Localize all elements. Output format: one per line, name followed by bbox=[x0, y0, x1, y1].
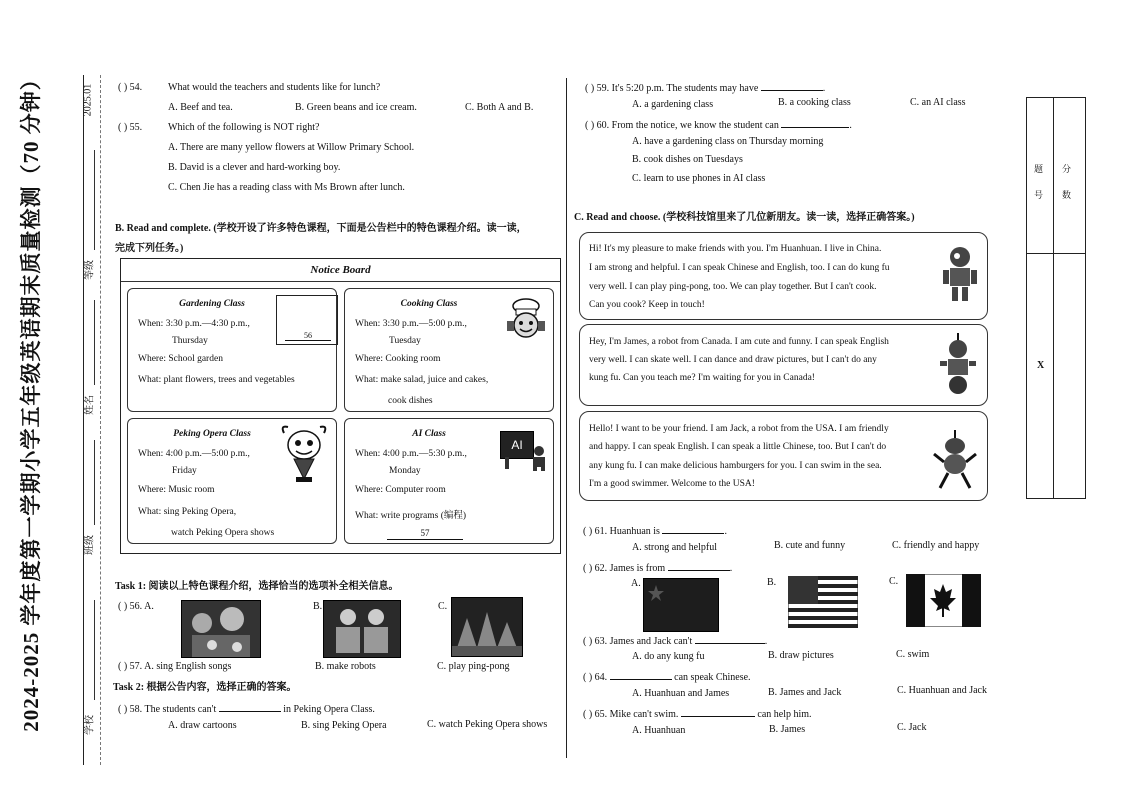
q63-blank[interactable] bbox=[695, 633, 765, 644]
q60-stem bbox=[585, 117, 852, 132]
cooking-day: Tuesday bbox=[389, 336, 421, 346]
q63-option-c[interactable]: C. swim bbox=[896, 649, 930, 660]
q63-tail: . bbox=[764, 636, 768, 647]
huanhuan-robot-icon bbox=[940, 245, 980, 303]
q60-option-a[interactable]: A. have a gardening class on Thursday morning bbox=[632, 136, 824, 147]
jack-line-3: any kung fu. I can make delicious hamburgers for you. I can swim in the sea. bbox=[589, 461, 882, 471]
q54-number: ( ) 54. bbox=[118, 82, 143, 93]
q63-option-a[interactable]: A. do any kung fu bbox=[632, 651, 705, 662]
peking-opera-class-title: Peking Opera Class bbox=[173, 429, 251, 439]
q65-tail: can help him. bbox=[757, 709, 812, 720]
q54-option-b[interactable]: B. Green beans and ice cream. bbox=[295, 102, 417, 113]
huanhuan-line-3: very well. I can play ping-pong, too. We can play together. But I can't cook. bbox=[589, 282, 877, 292]
section-b-instruction: B. Read and complete. (学校开设了许多特色课程，下面是公告栏中的特色课程介绍。读一读， bbox=[115, 223, 527, 234]
q60-tail: . bbox=[849, 120, 852, 131]
james-message bbox=[579, 324, 988, 406]
task-1-instruction: Task 1: 阅读以上特色课程介绍，选择恰当的选项补全相关信息。 bbox=[115, 581, 399, 592]
q60-number: ( ) 60. From the notice, we know the student can bbox=[585, 120, 779, 131]
robot-icon bbox=[529, 445, 549, 471]
blank-56-label: 56 bbox=[285, 331, 331, 341]
q57-option-b[interactable]: B. make robots bbox=[315, 661, 376, 672]
cooking-what-2: cook dishes bbox=[388, 396, 433, 406]
gardening-class-title: Gardening Class bbox=[179, 299, 245, 309]
q54-option-a[interactable]: A. Beef and tea. bbox=[168, 102, 233, 113]
huanhuan-line-1: Hi! It's my pleasure to make friends with you. I'm Huanhuan. I live in China. bbox=[589, 244, 882, 254]
jack-line-1: Hello! I want to be your friend. I am Jack, a robot from the USA. I am friendly bbox=[589, 424, 889, 434]
gardening-when: When: 3:30 p.m.—4:30 p.m., bbox=[138, 319, 250, 329]
ai-what: What: write programs (编程) bbox=[355, 511, 467, 521]
ai-screen-icon: AI bbox=[500, 431, 534, 459]
q60-option-b[interactable]: B. cook dishes on Tuesdays bbox=[632, 154, 743, 165]
huanhuan-message bbox=[579, 232, 988, 320]
exam-title: 2024-2025 学年度第一学期小学五年级英语期末质量检测（70 分钟） bbox=[19, 68, 43, 732]
q56-option-b-label: B. bbox=[313, 601, 323, 612]
q55-option-a[interactable]: A. There are many yellow flowers at Willow Primary School. bbox=[168, 142, 415, 153]
q62-tail: . bbox=[729, 563, 733, 574]
usa-flag-stripes bbox=[788, 576, 858, 628]
q59-number: ( ) 59. It's 5:20 p.m. The students may have bbox=[585, 83, 759, 94]
q61-number: ( ) 61. Huanhuan is bbox=[583, 526, 660, 537]
score-table-column-line bbox=[1053, 98, 1054, 498]
huanhuan-line-2: I am strong and helpful. I can speak Chinese and English, too. I can do kung fu bbox=[589, 263, 890, 273]
q60-blank[interactable] bbox=[781, 117, 849, 128]
q64-option-b[interactable]: B. James and Jack bbox=[768, 687, 842, 698]
question-number-header: 题号 bbox=[1034, 164, 1044, 200]
china-flag-icon[interactable] bbox=[643, 578, 719, 632]
q57-number-and-option-a[interactable]: ( ) 57. A. sing English songs bbox=[118, 661, 232, 672]
james-line-2: very well. I can skate well. I can dance and draw pictures, but I can't do any bbox=[589, 355, 877, 365]
ai-screen-stand bbox=[505, 457, 509, 469]
cooking-what: What: make salad, juice and cakes, bbox=[355, 375, 489, 385]
q64-blank[interactable] bbox=[610, 669, 672, 680]
section-c-instruction: C. Read and choose. (学校科技馆里来了几位新朋友。读一读，选择正确答案。) bbox=[574, 212, 915, 223]
q56-option-c-label: C. bbox=[438, 601, 448, 612]
opera-when: When: 4:00 p.m.—5:00 p.m., bbox=[138, 449, 250, 459]
class-field-line[interactable] bbox=[94, 440, 95, 525]
q61-blank[interactable] bbox=[662, 523, 724, 534]
q59-stem bbox=[585, 80, 825, 95]
q56-number: ( ) 56. A. bbox=[118, 601, 154, 612]
plants-photo-icon bbox=[452, 598, 522, 656]
q58-stem bbox=[118, 701, 375, 716]
ai-class-title: AI Class bbox=[412, 429, 446, 439]
q59-option-a[interactable]: A. a gardening class bbox=[632, 99, 714, 110]
cooking-class-card bbox=[344, 288, 554, 412]
q65-option-b[interactable]: B. James bbox=[769, 724, 806, 735]
exam-date: 2025.01 bbox=[82, 83, 94, 117]
notice-board-title: Notice Board bbox=[121, 259, 560, 282]
cooking-when: When: 3:30 p.m.—5:00 p.m., bbox=[355, 319, 467, 329]
q63-number: ( ) 63. James and Jack can't bbox=[583, 636, 693, 647]
q58-option-b[interactable]: B. sing Peking Opera bbox=[301, 720, 387, 731]
jack-line-2: and happy. I can speak English. I can speak a little Chinese, too. But I can't do bbox=[589, 442, 887, 452]
chef-icon bbox=[505, 297, 547, 343]
q58-option-c[interactable]: C. watch Peking Opera shows bbox=[427, 719, 548, 730]
q61-tail: . bbox=[724, 526, 727, 537]
canada-flag-leaf bbox=[906, 574, 981, 627]
school-label: 学校 bbox=[84, 715, 96, 735]
cooking-where: Where: Cooking room bbox=[355, 354, 441, 364]
grade-field-line[interactable] bbox=[94, 150, 95, 250]
q62-option-c-label: C. bbox=[889, 576, 899, 587]
jack-message bbox=[579, 411, 988, 501]
score-input-cell[interactable] bbox=[1056, 258, 1082, 494]
q65-number: ( ) 65. Mike can't swim. bbox=[583, 709, 679, 720]
q64-number: ( ) 64. bbox=[583, 672, 608, 683]
q62-option-a-label: A. bbox=[631, 578, 641, 589]
q64-option-c[interactable]: C. Huanhuan and Jack bbox=[897, 685, 987, 696]
class-label: 班级 bbox=[84, 535, 96, 555]
q55-text: Which of the following is NOT right? bbox=[168, 122, 320, 133]
q56-option-b-image[interactable] bbox=[323, 600, 401, 658]
q62-option-b-label: B. bbox=[767, 577, 777, 588]
gardening-day: Thursday bbox=[172, 336, 208, 346]
opera-mask-icon bbox=[278, 423, 330, 483]
gardening-photo-icon bbox=[182, 601, 260, 657]
q65-option-c[interactable]: C. Jack bbox=[897, 722, 927, 733]
grade-label: 等级 bbox=[84, 260, 96, 280]
score-table bbox=[1026, 97, 1086, 499]
q61-stem bbox=[583, 523, 727, 538]
jack-line-4: I'm a good swimmer. Welcome to the USA! bbox=[589, 479, 755, 489]
ai-when: When: 4:00 p.m.—5:30 p.m., bbox=[355, 449, 467, 459]
huanhuan-line-4: Can you cook? Keep in touch! bbox=[589, 300, 705, 310]
q58-blank[interactable] bbox=[219, 701, 281, 712]
canada-flag-icon[interactable] bbox=[906, 574, 981, 627]
peking-opera-class-card bbox=[127, 418, 337, 544]
q58-tail: in Peking Opera Class. bbox=[283, 704, 375, 715]
score-header: 分数 bbox=[1062, 164, 1072, 200]
score-mark: X bbox=[1037, 360, 1045, 371]
task-2-instruction: Task 2: 根据公告内容，选择正确的答案。 bbox=[113, 682, 297, 693]
q64-stem bbox=[583, 669, 751, 684]
q58-option-a[interactable]: A. draw cartoons bbox=[168, 720, 237, 731]
exam-header-sidebar bbox=[0, 0, 100, 793]
q56-option-c-image[interactable] bbox=[451, 597, 523, 657]
q55-option-b[interactable]: B. David is a clever and hard-working boy. bbox=[168, 162, 341, 173]
opera-day: Friday bbox=[172, 466, 197, 476]
james-robot-icon bbox=[940, 333, 976, 395]
opera-where: Where: Music room bbox=[138, 485, 215, 495]
binding-line bbox=[100, 75, 101, 765]
q59-option-c[interactable]: C. an AI class bbox=[910, 97, 966, 108]
q62-stem bbox=[583, 560, 732, 575]
q61-option-b[interactable]: B. cute and funny bbox=[774, 540, 846, 551]
q59-option-b[interactable]: B. a cooking class bbox=[778, 97, 851, 108]
usa-flag-icon[interactable] bbox=[788, 576, 858, 628]
gardening-what: What: plant flowers, trees and vegetables bbox=[138, 375, 295, 385]
q64-tail: can speak Chinese. bbox=[674, 672, 751, 683]
jack-robot-icon bbox=[932, 430, 978, 490]
q63-option-b[interactable]: B. draw pictures bbox=[768, 650, 834, 661]
score-table-row-line bbox=[1027, 253, 1085, 254]
q55-number: ( ) 55. bbox=[118, 122, 143, 133]
q54-option-c[interactable]: C. Both A and B. bbox=[465, 102, 534, 113]
q54-text: What would the teachers and students like for lunch? bbox=[168, 82, 381, 93]
q62-blank[interactable] bbox=[668, 560, 730, 571]
name-label: 姓名 bbox=[84, 395, 96, 415]
opera-what-2: watch Peking Opera shows bbox=[171, 528, 275, 538]
opera-what: What: sing Peking Opera, bbox=[138, 507, 237, 517]
column-divider bbox=[566, 78, 567, 758]
q60-option-c[interactable]: C. learn to use phones in AI class bbox=[632, 173, 766, 184]
cooking-class-title: Cooking Class bbox=[400, 299, 458, 309]
q55-option-c[interactable]: C. Chen Jie has a reading class with Ms Brown after lunch. bbox=[168, 182, 405, 193]
china-flag-stars bbox=[644, 579, 718, 631]
ai-day: Monday bbox=[389, 466, 421, 476]
james-line-3: kung fu. Can you teach me? I'm waiting for you in Canada! bbox=[589, 373, 815, 383]
sidebar-border bbox=[83, 75, 84, 765]
q59-tail: . bbox=[822, 83, 826, 94]
q63-stem bbox=[583, 633, 767, 648]
q62-number: ( ) 62. James is from bbox=[583, 563, 666, 574]
ai-class-card bbox=[344, 418, 554, 544]
section-b-instruction-2: 完成下列任务。) bbox=[115, 243, 184, 254]
name-field-line[interactable] bbox=[94, 300, 95, 385]
q58-number: ( ) 58. The students can't bbox=[118, 704, 217, 715]
q65-blank[interactable] bbox=[681, 706, 755, 717]
q65-stem bbox=[583, 706, 812, 721]
ai-where: Where: Computer room bbox=[355, 485, 446, 495]
school-field-line[interactable] bbox=[94, 600, 95, 700]
q56-option-a-image[interactable] bbox=[181, 600, 261, 658]
gardening-where: Where: School garden bbox=[138, 354, 223, 364]
q61-option-c[interactable]: C. friendly and happy bbox=[892, 540, 980, 551]
q65-option-a[interactable]: A. Huanhuan bbox=[632, 725, 686, 736]
gardening-class-card bbox=[127, 288, 337, 412]
blank-57[interactable]: 57 bbox=[387, 527, 463, 540]
q59-blank[interactable] bbox=[761, 80, 823, 91]
q64-option-a[interactable]: A. Huanhuan and James bbox=[632, 688, 730, 699]
cooking-photo-icon bbox=[324, 601, 400, 657]
notice-board bbox=[120, 258, 561, 554]
james-line-1: Hey, I'm James, a robot from Canada. I am cute and funny. I can speak English bbox=[589, 337, 889, 347]
q57-option-c[interactable]: C. play ping-pong bbox=[437, 661, 510, 672]
q61-option-a[interactable]: A. strong and helpful bbox=[632, 542, 717, 553]
